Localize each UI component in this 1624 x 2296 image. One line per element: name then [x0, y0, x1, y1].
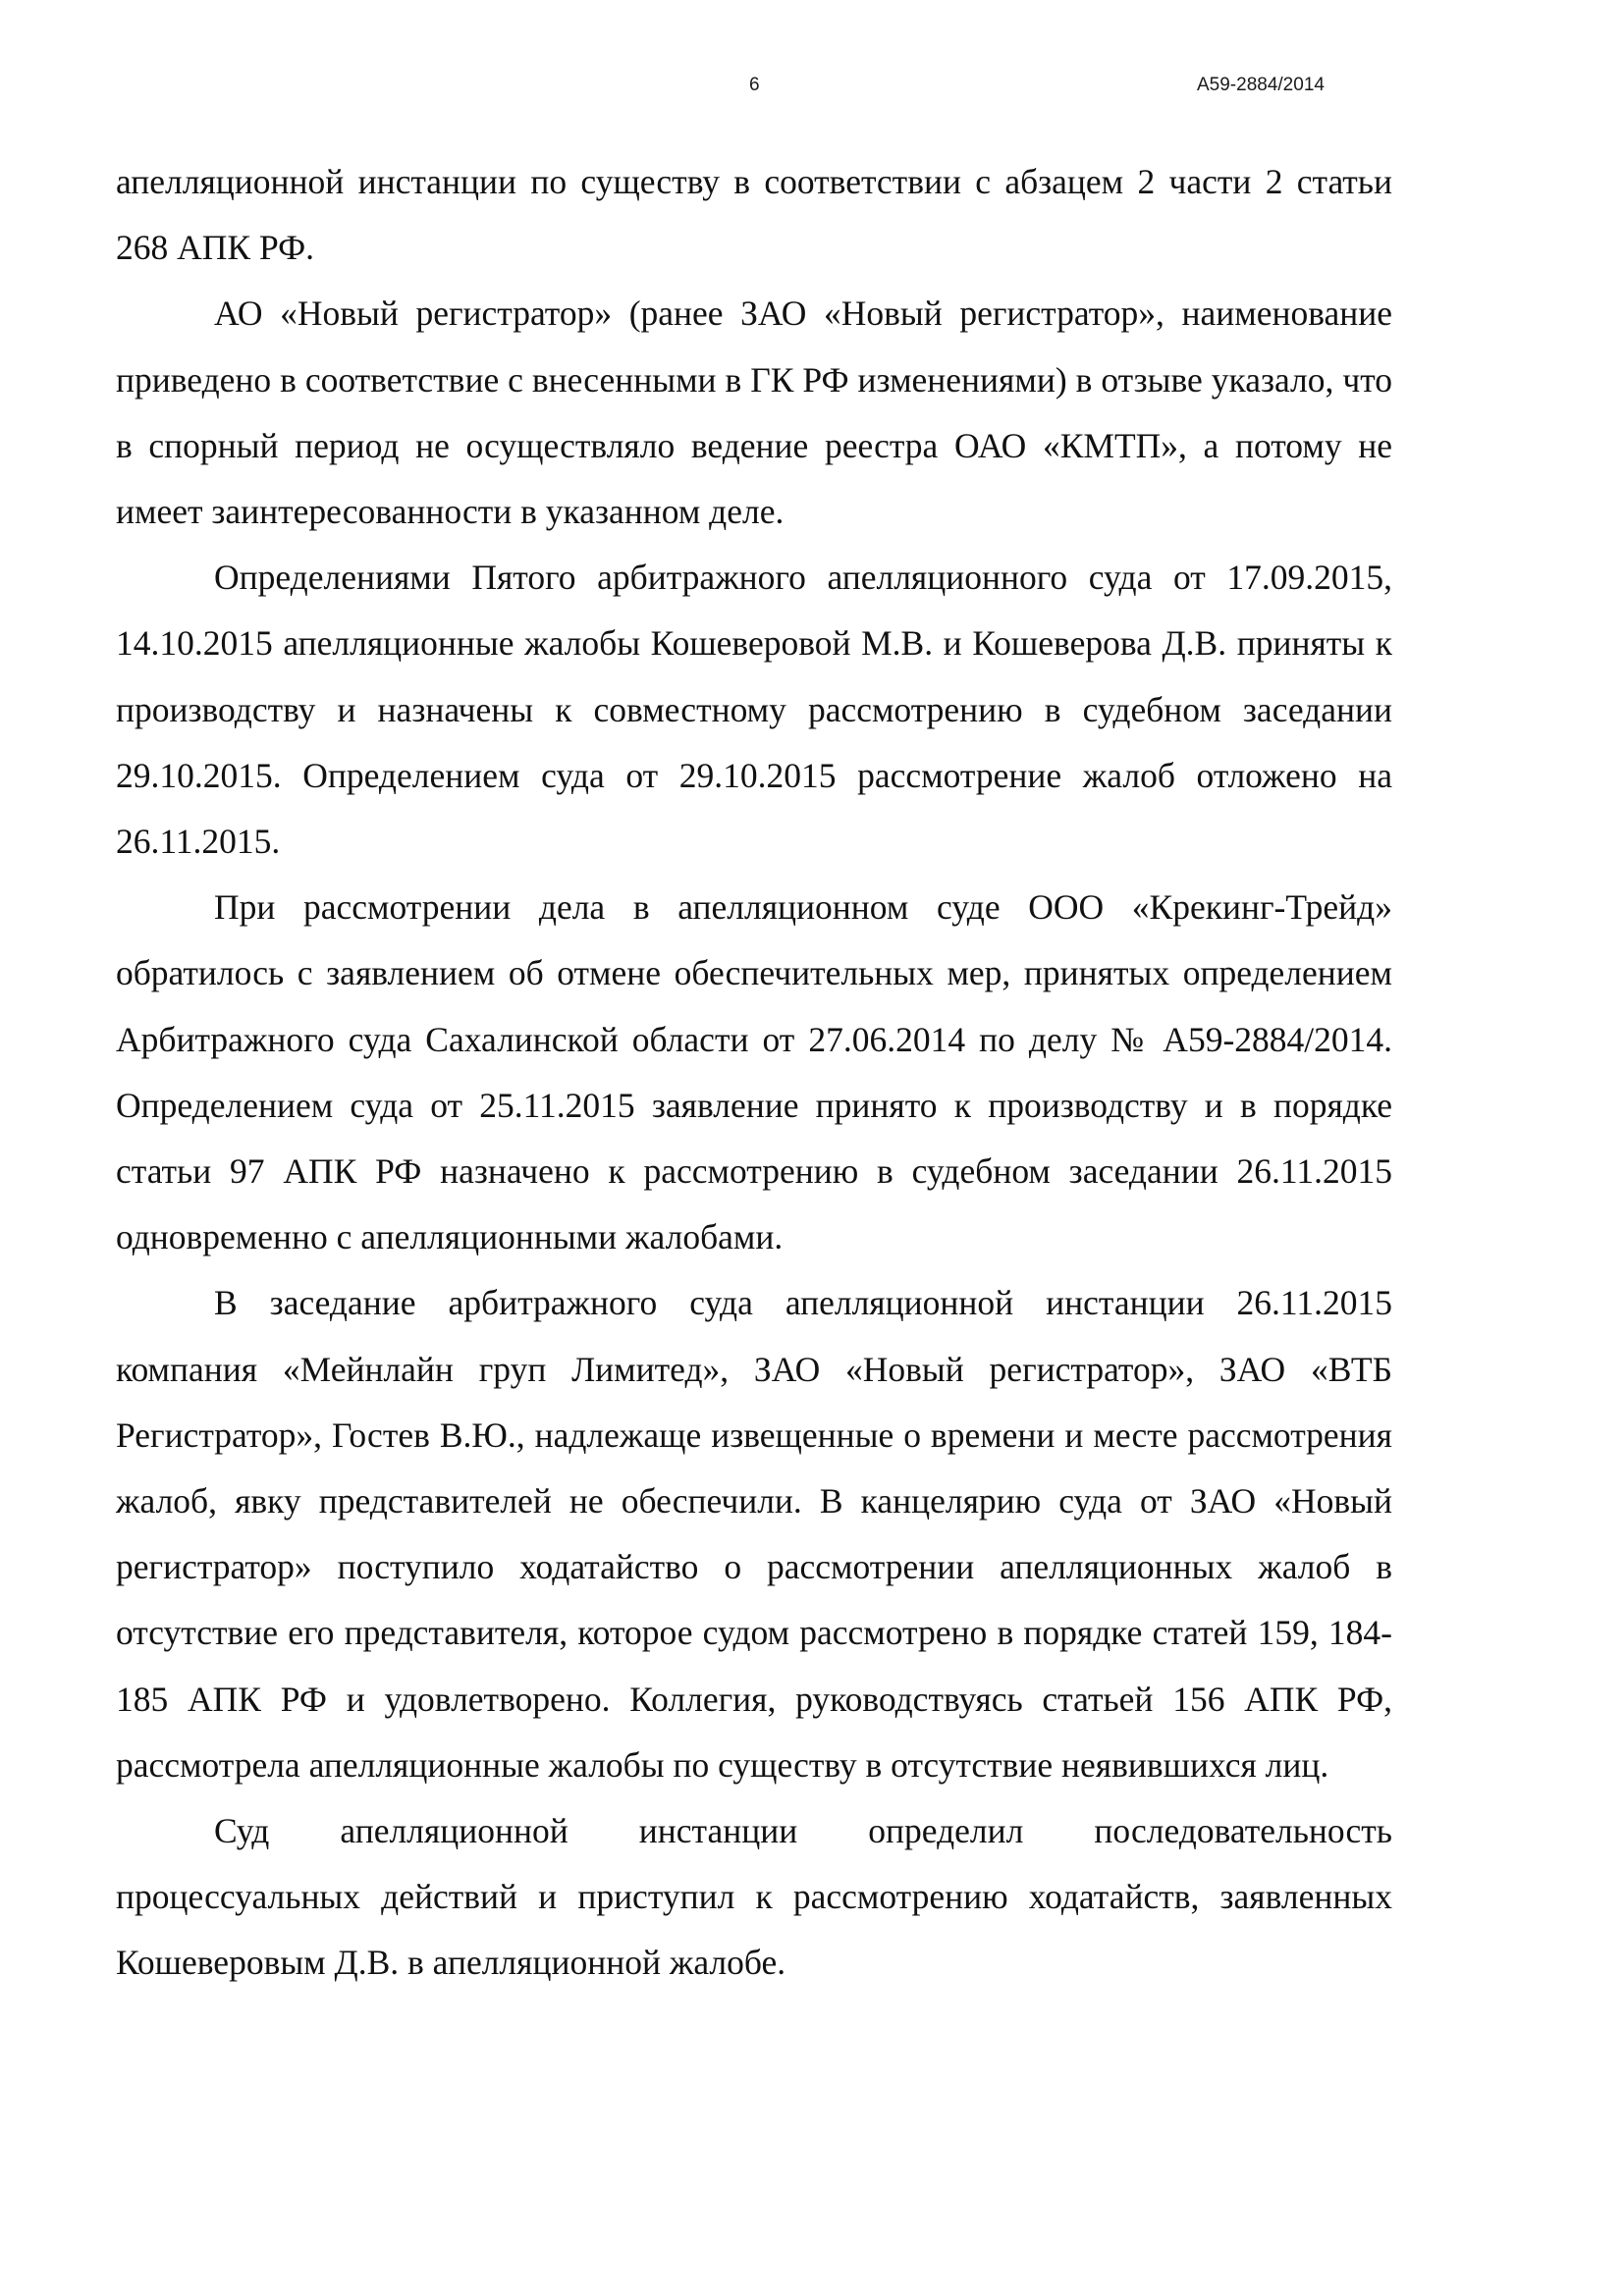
paragraph: В заседание арбитражного суда апелляционной инстанции 26.11.2015 компания «Мейнлайн груп Лимитед», ЗАО «Новый регистратор», ЗАО «ВТБ Регистратор», Гостев В.Ю., надлежаще извещенные о времени и месте рассмотрения жалоб, явку представителей не обеспечили. В канцелярию суда от ЗАО «Новый регистратор» поступило ходатайство о рассмотрении апелляционных жалоб в отсутствие его представителя, которое судом рассмотрено в порядке статей 159, 184-185 АПК РФ и удовлетворено. Коллегия, руководствуясь статьей 156 АПК РФ, рассмотрела апелляционные жалобы по существу в отсутствие неявившихся лиц. [116, 1283, 1392, 1785]
paragraph-continuation: апелляционной инстанции по существу в соответствии с абзацем 2 части 2 статьи 268 АПК РФ. [116, 162, 1392, 268]
paragraph: При рассмотрении дела в апелляционном суде ООО «Крекинг-Трейд» обратилось с заявлением об отмене обеспечительных мер, принятых определением Арбитражного суда Сахалинской области от 27.06.2014 по делу № А59-2884/2014. Определением суда от 25.11.2015 заявление принято к производству и в порядке статьи 97 АПК РФ назначено к рассмотрению в судебном заседании 26.11.2015 одновременно с апелляционными жалобами. [116, 887, 1392, 1257]
page-number: 6 [749, 75, 760, 95]
page-header [0, 75, 1624, 104]
paragraph: Определениями Пятого арбитражного апелляционного суда от 17.09.2015, 14.10.2015 апелляционные жалобы Кошеверовой М.В. и Кошеверова Д.В. приняты к производству и назначены к совместному рассмотрению в судебном заседании 29.10.2015. Определением суда от 29.10.2015 рассмотрение жалоб отложено на 26.11.2015. [116, 558, 1392, 862]
paragraph: АО «Новый регистратор» (ранее ЗАО «Новый регистратор», наименование приведено в соответствие с внесенными в ГК РФ изменениями) в отзыве указало, что в спорный период не осуществляло ведение реестра ОАО «КМТП», а потому не имеет заинтересованности в указанном деле. [116, 294, 1392, 532]
case-number: А59-2884/2014 [1197, 75, 1325, 95]
document-body [116, 149, 1392, 1997]
paragraph: Суд апелляционной инстанции определил последовательность процессуальных действий и приступил к рассмотрению ходатайств, заявленных Кошеверовым Д.В. в апелляционной жалобе. [116, 1811, 1392, 1983]
